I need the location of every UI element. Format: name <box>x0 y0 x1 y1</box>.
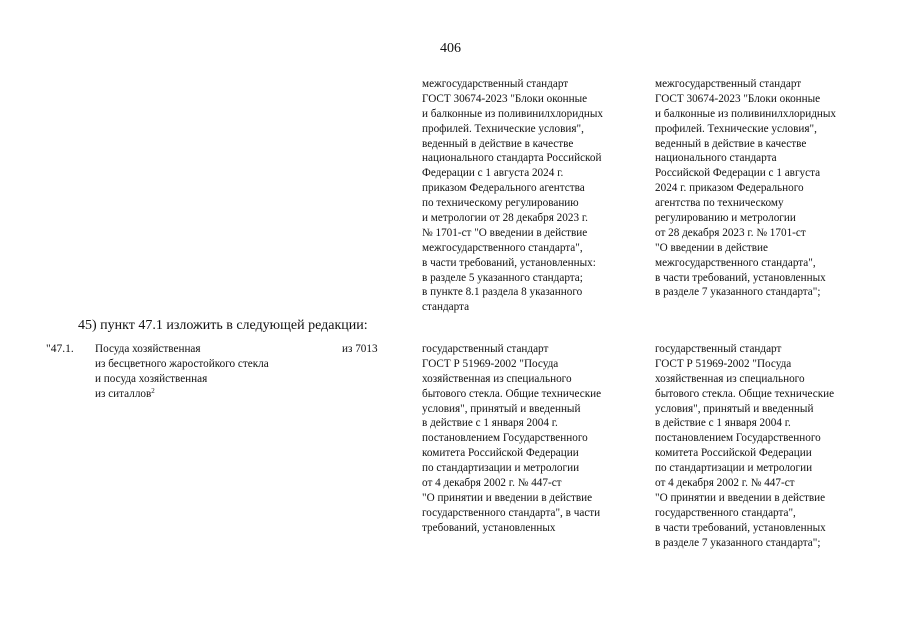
item-name <box>95 342 269 402</box>
text-line: комитета Российской Федерации <box>655 447 812 460</box>
text-line: в части требований, установленных <box>655 521 826 534</box>
text-line: веденный в действие в качестве <box>422 137 574 150</box>
text-line: веденный в действие в качестве <box>655 137 807 150</box>
text-line: ГОСТ Р 51969-2002 "Посуда <box>422 357 559 370</box>
text-line: государственного стандарта", <box>655 506 796 519</box>
text-line: регулированию и метрологии <box>655 212 796 225</box>
block1-column-b <box>655 77 836 300</box>
text-line: по техническому регулированию <box>422 197 579 210</box>
amendment-instruction: 45) пункт 47.1 изложить в следующей редакции: <box>78 318 368 333</box>
item-number: "47.1. <box>46 343 74 355</box>
text-line: государственный стандарт <box>655 343 782 355</box>
text-line: государственного стандарта", в части <box>422 506 601 519</box>
text-line: требований, установленных <box>422 521 556 534</box>
text-line: хозяйственная из специального <box>422 372 572 385</box>
text-line: хозяйственная из специального <box>655 372 805 385</box>
page-number: 406 <box>440 41 461 56</box>
text-line: "О принятии и введении в действие <box>422 491 593 504</box>
text-line: межгосударственного стандарта", <box>655 256 816 269</box>
item-code: из 7013 <box>342 343 378 355</box>
text-line: 2024 г. приказом Федерального <box>655 182 804 195</box>
text-line: бытового стекла. Общие технические <box>422 387 602 400</box>
item-name-line <box>95 387 269 402</box>
text-line: в действие с 1 января 2004 г. <box>422 417 558 430</box>
text-line: "О принятии и введении в действие <box>655 491 826 504</box>
item-name-line: и посуда хозяйственная <box>95 372 208 385</box>
item-name-text: из ситаллов <box>95 387 152 400</box>
item-name-line: из бесцветного жаростойкого стекла <box>95 357 269 370</box>
text-line: в разделе 5 указанного стандарта; <box>422 271 583 284</box>
text-line: в пункте 8.1 раздела 8 указанного <box>422 286 583 299</box>
text-line: Российской Федерации с 1 августа <box>655 167 821 180</box>
text-line: № 1701-ст "О введении в действие <box>422 226 588 239</box>
text-line: профилей. Технические условия", <box>655 122 817 135</box>
text-line: условия", принятый и введенный <box>655 402 814 415</box>
text-line: приказом Федерального агентства <box>422 182 585 195</box>
text-line: межгосударственного стандарта", <box>422 241 583 254</box>
text-line: национального стандарта <box>655 152 777 165</box>
text-line: ГОСТ 30674-2023 "Блоки оконные <box>655 92 821 105</box>
text-line: в разделе 7 указанного стандарта"; <box>655 286 821 299</box>
text-line: ГОСТ Р 51969-2002 "Посуда <box>655 357 792 370</box>
text-line: постановлением Государственного <box>422 432 588 445</box>
text-line: межгосударственный стандарт <box>422 78 569 90</box>
text-line: от 4 декабря 2002 г. № 447-ст <box>655 477 795 490</box>
text-line: бытового стекла. Общие технические <box>655 387 835 400</box>
text-line: по стандартизации и метрологии <box>655 462 813 475</box>
text-line: и балконные из поливинилхлоридных <box>422 107 604 120</box>
text-line: "О введении в действие <box>655 241 768 254</box>
text-line: в части требований, установленных <box>655 271 826 284</box>
text-line: в действие с 1 января 2004 г. <box>655 417 791 430</box>
text-line: ГОСТ 30674-2023 "Блоки оконные <box>422 92 588 105</box>
block1-column-a <box>422 77 603 315</box>
text-line: государственный стандарт <box>422 343 549 355</box>
text-line: Федерации с 1 августа 2024 г. <box>422 167 564 180</box>
text-line: постановлением Государственного <box>655 432 821 445</box>
text-line: условия", принятый и введенный <box>422 402 581 415</box>
text-line: от 4 декабря 2002 г. № 447-ст <box>422 477 562 490</box>
text-line: в разделе 7 указанного стандарта"; <box>655 536 821 549</box>
text-line: стандарта <box>422 301 470 314</box>
text-line: профилей. Технические условия", <box>422 122 584 135</box>
text-line: и метрологии от 28 декабря 2023 г. <box>422 212 588 225</box>
text-line: межгосударственный стандарт <box>655 78 802 90</box>
text-line: от 28 декабря 2023 г. № 1701-ст <box>655 226 806 239</box>
block2-column-b <box>655 342 834 550</box>
text-line: в части требований, установленных: <box>422 256 596 269</box>
item-name-line: Посуда хозяйственная <box>95 343 201 355</box>
text-line: по стандартизации и метрологии <box>422 462 580 475</box>
text-line: агентства по техническому <box>655 197 784 210</box>
text-line: национального стандарта Российской <box>422 152 602 165</box>
text-line: и балконные из поливинилхлоридных <box>655 107 837 120</box>
block2-column-a <box>422 342 601 536</box>
footnote-marker: 2 <box>151 386 155 395</box>
text-line: комитета Российской Федерации <box>422 447 579 460</box>
